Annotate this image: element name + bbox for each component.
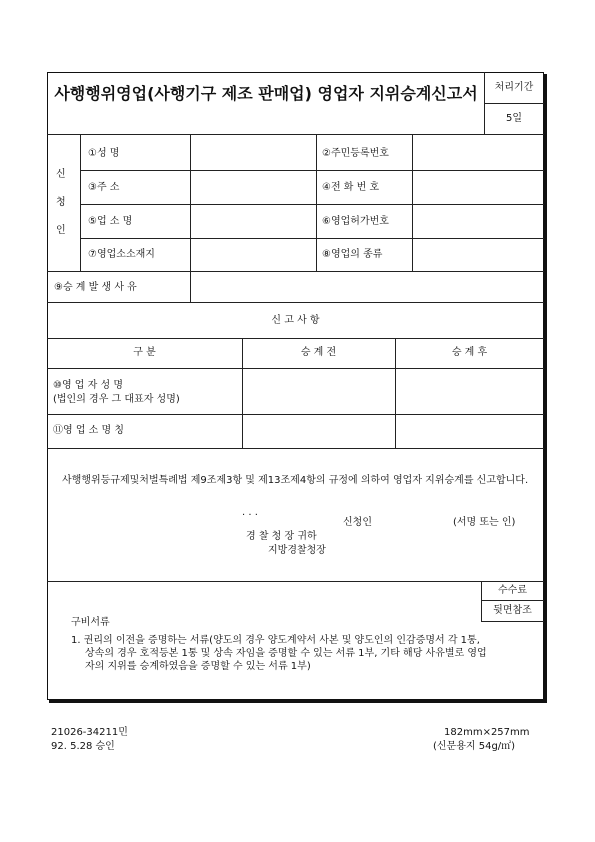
- row-operator-name-label: ⑩영 업 자 성 명: [53, 380, 123, 391]
- paper-size: 182mm×257mm: [444, 727, 530, 738]
- addressee-regional-police: 지방경찰청장: [268, 545, 326, 556]
- phone-input-area[interactable]: [413, 171, 543, 203]
- resident-no-input-area[interactable]: [413, 135, 543, 169]
- processing-period-value: 5일: [505, 113, 523, 124]
- applicant-side-2: 청: [56, 197, 66, 208]
- row-business-title-label: ⑪영 업 소 명 칭: [53, 425, 125, 436]
- address-input-area[interactable]: [191, 171, 315, 203]
- border-shadow-right: [544, 74, 547, 703]
- business-title-before-input-area[interactable]: [243, 415, 394, 447]
- fee-value: 뒷면참조: [493, 605, 532, 616]
- applicant-side-3: 인: [56, 225, 66, 236]
- field-business-name-label: ⑤업 소 명: [88, 216, 133, 227]
- approval-date: 92. 5.28 승인: [51, 741, 115, 752]
- business-type-input-area[interactable]: [413, 239, 543, 270]
- fee-label: 수수료: [498, 585, 527, 596]
- business-title-after-input-area[interactable]: [396, 415, 543, 447]
- paper-type: (신문용지 54g/㎡): [433, 741, 516, 752]
- column-division-header: 구 분: [133, 347, 156, 358]
- column-before-header: 승 계 전: [300, 347, 337, 358]
- form-title: 사행행위영업(사행기구 제조 판매업) 영업자 지위승계신고서: [54, 84, 478, 103]
- business-name-input-area[interactable]: [191, 205, 315, 237]
- name-input-area[interactable]: [191, 135, 315, 169]
- field-name-label: ①성 명: [88, 148, 120, 159]
- operator-after-input-area[interactable]: [396, 369, 543, 413]
- field-succession-reason-label: ⑨승 계 발 생 사 유: [54, 282, 137, 293]
- field-resident-no-label: ②주민등록번호: [322, 148, 389, 159]
- succession-reason-input-area[interactable]: [191, 272, 543, 301]
- field-phone-label: ④전 화 번 호: [322, 182, 380, 193]
- border-shadow-bottom: [49, 700, 547, 703]
- applicant-side-1: 신: [56, 169, 66, 180]
- section-title: 신 고 사 항: [271, 315, 320, 326]
- processing-period-label: 처리기간: [494, 82, 534, 93]
- field-business-location-label: ⑦영업소소재지: [88, 249, 155, 260]
- column-after-header: 승 계 후: [451, 347, 488, 358]
- business-location-input-area[interactable]: [191, 239, 315, 270]
- license-no-input-area[interactable]: [413, 205, 543, 237]
- field-business-type-label: ⑧영업의 종류: [322, 249, 383, 260]
- date-marks: . . .: [242, 507, 258, 518]
- required-documents-title: 구비서류: [71, 617, 110, 628]
- row-operator-name-note: (법인의 경우 그 대표자 성명): [53, 394, 180, 405]
- field-address-label: ③주 소: [88, 182, 120, 193]
- applicant-label: 신청인: [343, 517, 372, 528]
- declaration-text: 사행행위등규제및처벌특례법 제9조제3항 및 제13조제4항의 규정에 의하여 영업자 지위승계를 신고합니다.: [62, 475, 529, 486]
- required-documents-item-1: 1. 권리의 이전을 증명하는 서류(양도의 경우 양도계약서 사본 및 양도인의 인감증명서 각 1통, 상속의 경우 호적등본 1통 및 상속 자임을 증명할 수 있는 서류 1부, 기타 해당 사유별로 영업자의 지위를 승계하였음을 증명할 수 있는 서류 1부): [71, 635, 487, 672]
- form-number: 21026-34211민: [51, 727, 128, 738]
- addressee-police-commissioner: 경 찰 청 장 귀하: [246, 531, 317, 542]
- operator-before-input-area[interactable]: [243, 369, 394, 413]
- signature-label: (서명 또는 인): [453, 517, 516, 528]
- field-license-no-label: ⑥영업허가번호: [322, 216, 389, 227]
